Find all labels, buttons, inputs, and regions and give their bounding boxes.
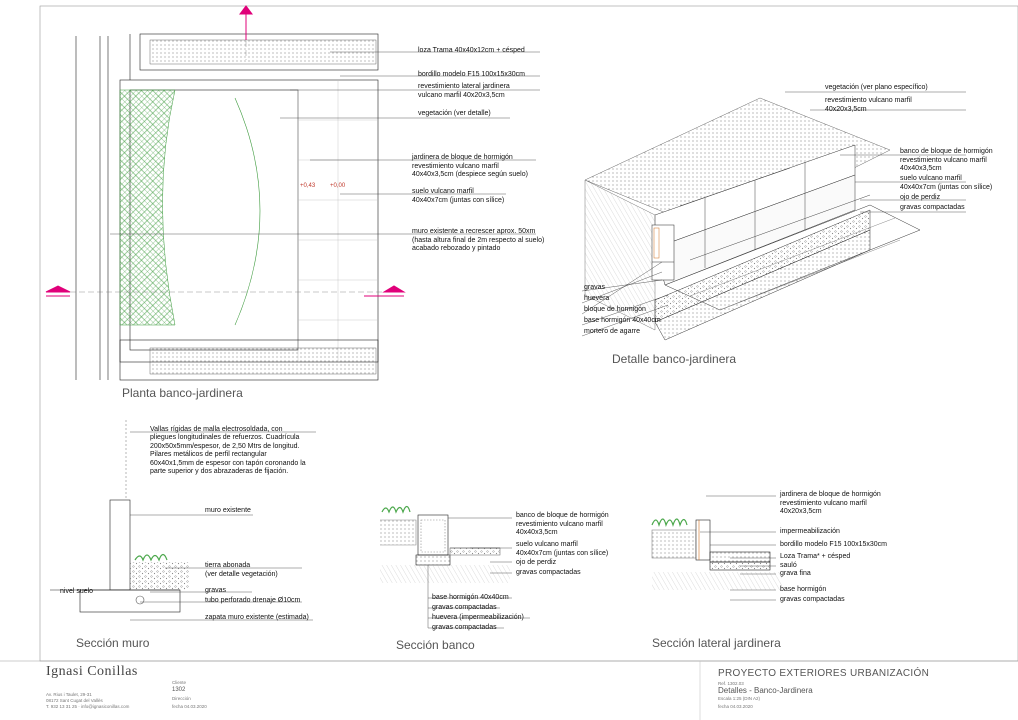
detail-label-suelo: suelo vulcano marfil 40x40x7cm (juntas con sílice) [900,175,993,191]
lateral-label-gravas: gravas compactadas [780,596,845,603]
detail-title: Detalle banco-jardinera [612,352,737,366]
sheet-scale: Escala 1:25 (DIN A2) [718,696,761,701]
muro-note: Vallas rígidas de malla electrosoldada, con pliegues longitudinales de refuerzos. Cuadrícula 200x50x5mm/espesor, de 2,50 Mtrs de longitud. Pilares metálicos de perfil rectangular 60x40x1,5mm de espesor con tapón coronando la parte superior y dos abrazaderas de fijación. [150,426,306,476]
elevation-right: +0,00 [330,183,346,189]
muro-label-tubo: tubo perforado drenaje Ø10cm [205,597,301,604]
plan-label-loza: loza Trama 40x40x12cm + césped [418,47,525,54]
project-ref: Ref. 1302.03 [718,681,744,686]
lateral-label-loza: Loza Trama* + césped [780,553,851,560]
client-label: Cliente [172,680,187,685]
firm-name: Ignasi Conillas [46,664,138,679]
banco-label-ojo: ojo de perdiz [516,559,557,566]
plan-label-vegetacion: vegetación (ver detalle) [418,110,491,117]
lateral-label-saulo: sauló [780,562,797,569]
detail-label-huevera: huevera [584,295,610,302]
client-value: 1302 [172,687,186,693]
lateral-label-grava: grava fina [780,570,811,577]
detail-label-bloque: bloque de hormigón [584,306,646,313]
muro-ground-level: nivel suelo [60,588,94,595]
muro-title: Sección muro [76,636,150,650]
detail-label-gravas: gravas compactadas [900,204,965,211]
muro-label-tierra: tierra abonada (ver detalle vegetación) [205,562,278,578]
direction-label: Dirección [172,696,191,701]
project-title: PROYECTO EXTERIORES URBANIZACIÓN [718,668,930,679]
banco-title: Sección banco [396,638,475,652]
plan-label-bordillo: bordillo modelo F15 100x15x30cm [418,71,526,78]
lateral-title: Sección lateral jardinera [652,636,781,650]
sheet-title: Detalles - Banco-Jardinera [718,686,813,695]
banco-label-banco: banco de bloque de hormigón revestimiento vulcano marfil 40x40x3,5cm [516,512,609,537]
banco-label-base: base hormigón 40x40cm [432,594,509,601]
date-right: fecha 04.03.2020 [718,704,753,709]
lateral-label-base: base hormigón [780,586,827,593]
lateral-section [652,496,782,600]
detail-label-mortero: mortero de agarre [584,328,641,335]
detail-label-gravas-l: gravas [584,284,606,291]
detail-label-revestimiento: revestimiento vulcano marfil 40x20x3,5cm [825,97,912,113]
muro-label-gravas: gravas [205,587,227,594]
banco-label-gravas-b1: gravas compactadas [432,604,497,611]
plan-label-jardinera: jardinera de bloque de hormigón revestimiento vulcano marfil 40x40x3,5cm (despiece según suelo) [412,154,528,179]
muro-label-existente: muro existente [205,507,251,514]
detail-label-banco: banco de bloque de hormigón revestimiento vulcano marfil 40x40x3,5cm [900,148,993,173]
plan-title: Planta banco-jardinera [122,386,243,400]
detail-label-ojo: ojo de perdiz [900,194,941,201]
date-left: fecha 04.03.2020 [172,704,207,709]
detail-drawing [582,92,966,340]
banco-label-suelo: suelo vulcano marfil 40x40x7cm (juntas con sílice) [516,541,609,557]
detail-label-base: base hormigón 40x40cm [584,317,661,324]
firm-address: Av. Rius i Taulet, 29-31 08172 Sant Cugat del Vallès T. 932 13 31 25 · info@ignasiconillas.com [46,692,130,709]
plan-label-suelo: suelo vulcano marfil 40x40x7cm (juntas con sílice) [412,188,505,204]
lateral-label-imperm: impermeabilización [780,528,840,535]
lateral-label-jardinera: jardinera de bloque de hormigón revestimiento vulcano marfil 40x20x3,5cm [780,491,881,516]
plan-label-muro: muro existente a recrescer aprox. 50xm (hasta altura final de 2m respecto al suelo) acabado rebozado y pintado [412,228,545,253]
muro-label-zapata: zapata muro existente (estimada) [205,614,309,621]
lateral-label-bordillo: bordillo modelo F15 100x15x30cm [780,541,888,548]
detail-label-vegetacion: vegetación (ver plano específico) [825,84,928,91]
banco-label-gravas-b2: gravas compactadas [432,624,497,631]
plan-label-revestimiento: revestimiento lateral jardinera vulcano marfil 40x20x3,5cm [418,83,510,99]
banco-label-gravas: gravas compactadas [516,569,581,576]
banco-label-huevera: huevera (impermeabilización) [432,614,524,621]
elevation-left: +0,43 [300,183,316,189]
